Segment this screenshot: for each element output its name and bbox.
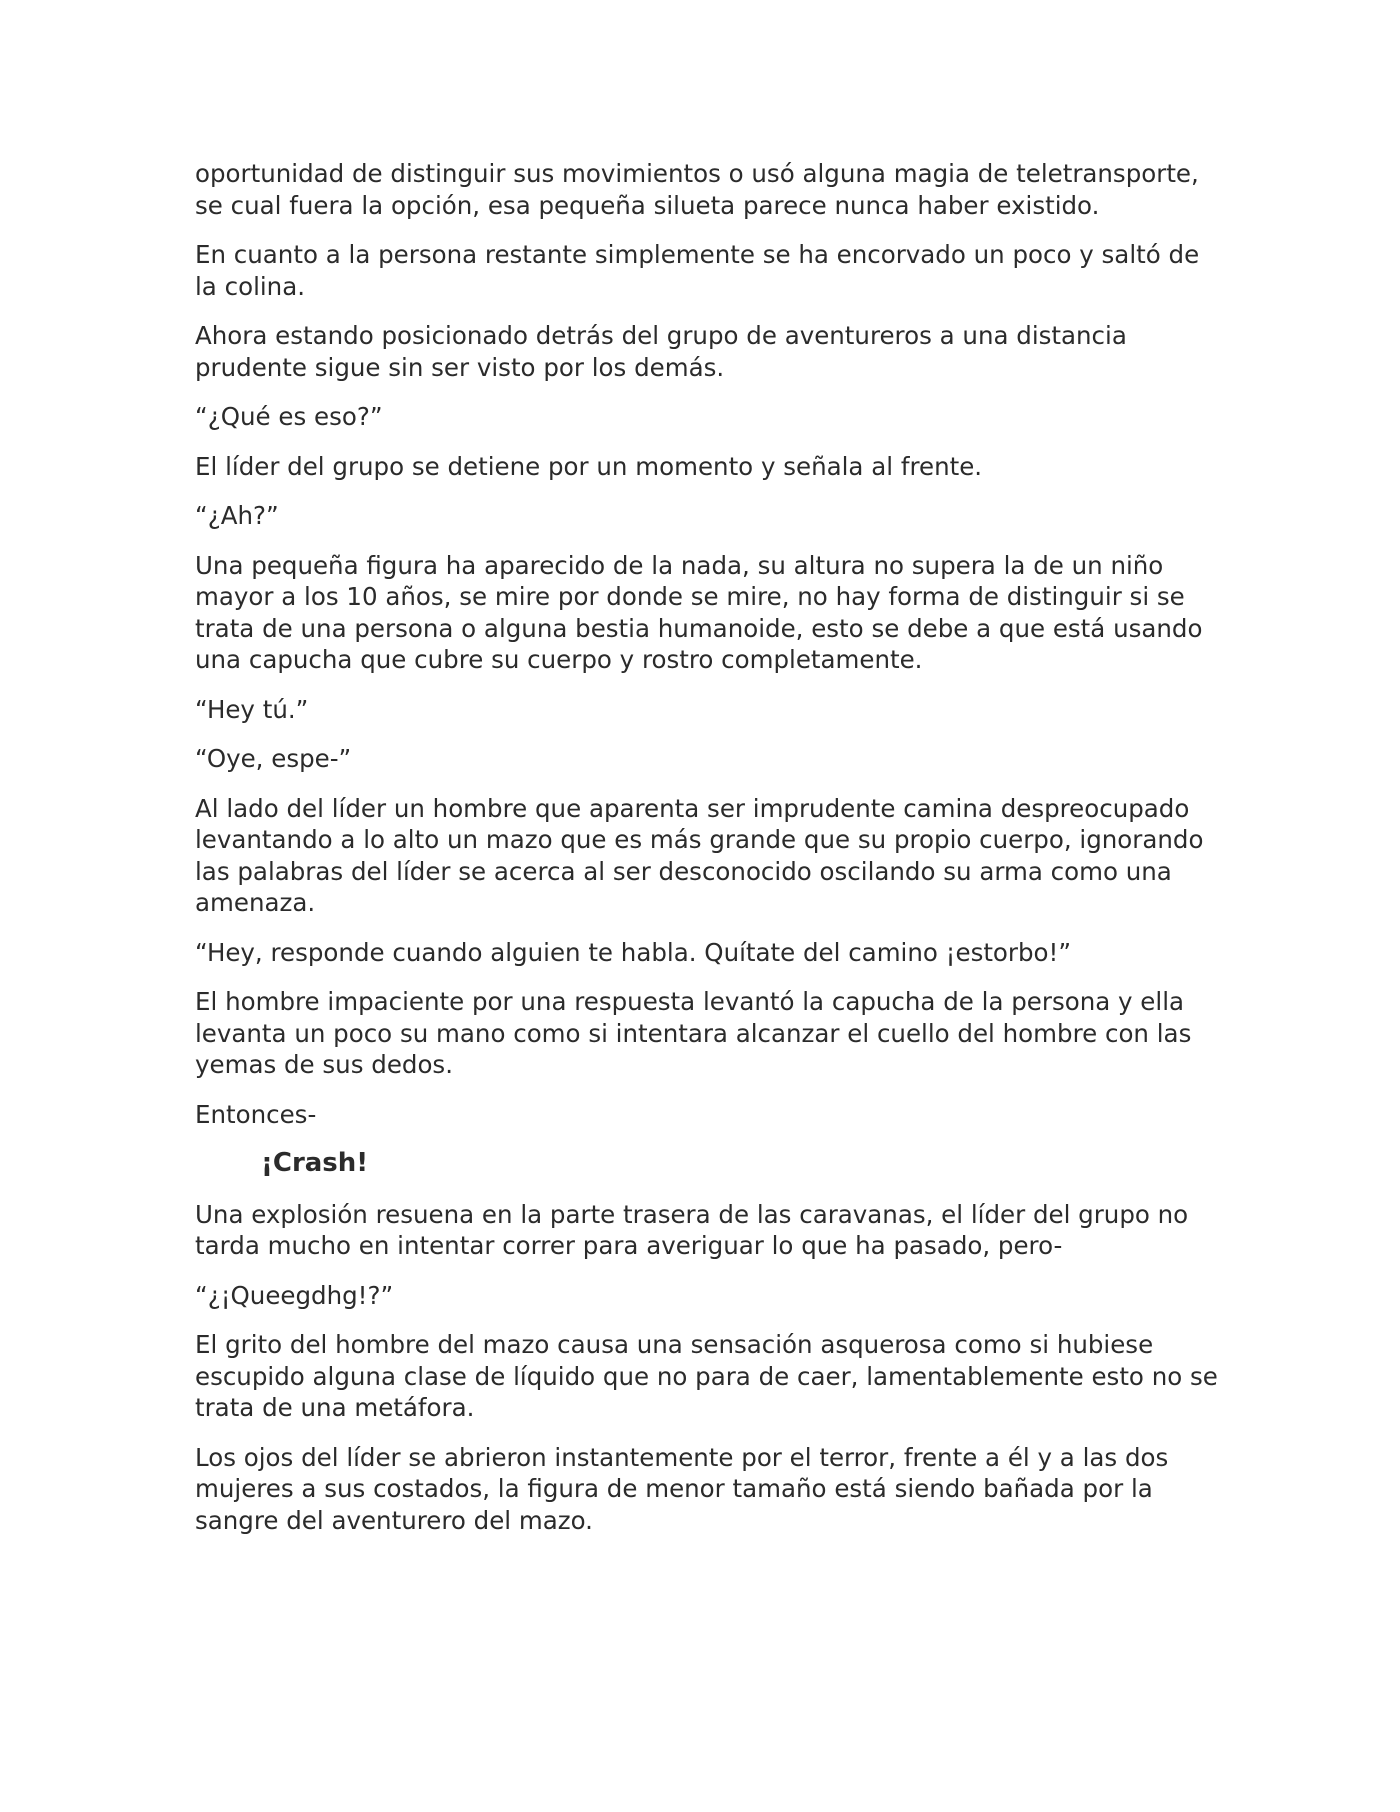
dialogue-line-oye-espe: “Oye, espe-” [195,744,352,773]
document-body [195,158,1225,1554]
dialogue-line-que-es-eso: “¿Qué es eso?” [195,402,383,431]
paragraph-entonces: Entonces- [195,1099,317,1129]
dialogue-line-hey-responde: “Hey, responde cuando alguien te habla. Quítate del camino ¡estorbo!” [195,937,1072,967]
paragraph-3: Ahora estando posicionado detrás del grupo de aventureros a una distancia prudente sigue sin ser visto por los demás. [195,321,1127,382]
sound-effect-crash: ¡Crash! [261,1148,369,1178]
paragraph-18: Los ojos del líder se abrieron instantemente por el terror, frente a él y a las dos mujeres a sus costados, la figura de menor tamaño está siendo bañada por la sangre del aventurero del mazo. [195,1442,1169,1535]
paragraph-1: oportunidad de distinguir sus movimientos o usó alguna magia de teletransporte, se cual fuera la opción, esa pequeña silueta parece nunca haber existido. [195,159,1199,220]
dialogue-line-hey-tu: “Hey tú.” [195,694,309,724]
paragraph-10: Al lado del líder un hombre que aparenta ser imprudente camina despreocupado levantando a lo alto un mazo que es más grande que su propio cuerpo, ignorando las palabras del líder se acerca al ser desconocido oscilando su arma como una amenaza. [195,793,1204,917]
paragraph-7: Una pequeña figura ha aparecido de la nada, su altura no supera la de un niño mayor a los 10 años, se mire por donde se mire, no hay forma de distinguir si se trata de una persona o alguna bestia humanoide, esto se debe a que está usando una capucha que cubre su cuerpo y rostro completamente. [195,550,1203,674]
paragraph-17: El grito del hombre del mazo causa una sensación asquerosa como si hubiese escupido alguna clase de líquido que no para de caer, lamentablemente esto no se trata de una metáfora. [195,1330,1218,1422]
paragraph-5: El líder del grupo se detiene por un momento y señala al frente. [195,451,983,481]
paragraph-15: Una explosión resuena en la parte trasera de las caravanas, el líder del grupo no tarda mucho en intentar correr para averiguar lo que ha pasado, pero- [195,1199,1189,1260]
paragraph-2: En cuanto a la persona restante simplemente se ha encorvado un poco y saltó de la colina. [195,240,1200,301]
dialogue-line-ah: “¿Ah?” [195,501,279,530]
paragraph-12: El hombre impaciente por una respuesta levantó la capucha de la persona y ella levanta un poco su mano como si intentara alcanzar el cuello del hombre con las yemas de sus dedos. [195,987,1192,1079]
dialogue-line-queegdhg: “¿¡Queegdhg!?” [195,1280,394,1310]
